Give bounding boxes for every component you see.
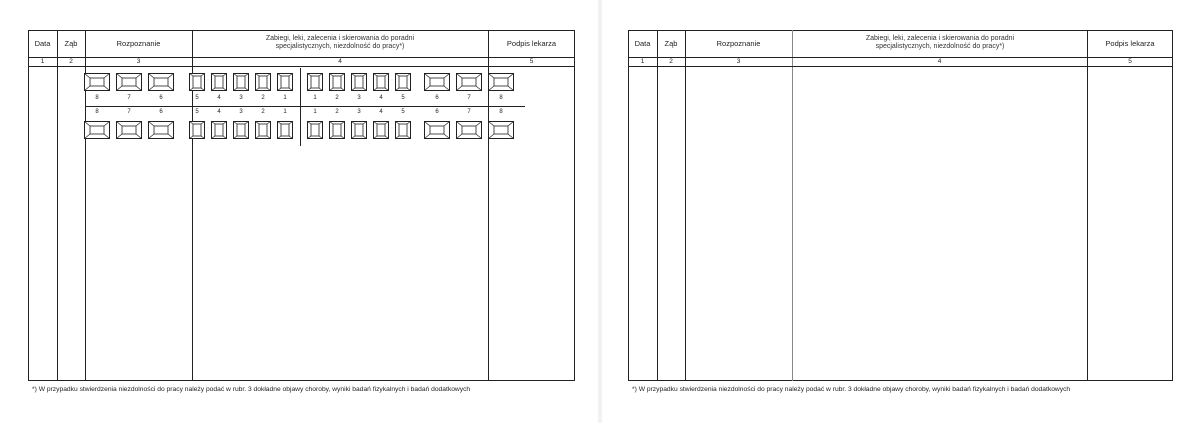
lower-tooth-11[interactable] bbox=[351, 121, 367, 139]
upper-tooth-label: 7 bbox=[467, 95, 471, 101]
right-header-diagnosis: Rozpoznanie bbox=[716, 39, 761, 48]
right-colnum-4: 4 bbox=[937, 58, 942, 65]
lower-tooth-14[interactable] bbox=[424, 121, 450, 139]
upper-tooth-16[interactable] bbox=[488, 73, 514, 91]
right-header-treatment: Zabiegi, leki, zalecenia i skierowania do poradni specjalistycznych, niezdolność do pracy*) bbox=[865, 35, 1015, 50]
upper-tooth-label: 1 bbox=[313, 95, 317, 101]
upper-tooth-8[interactable] bbox=[277, 73, 293, 91]
upper-tooth-14[interactable] bbox=[424, 73, 450, 91]
upper-tooth-9[interactable] bbox=[307, 73, 323, 91]
lower-tooth-label: 3 bbox=[357, 109, 361, 115]
lower-tooth-4[interactable] bbox=[189, 121, 205, 139]
lower-tooth-5[interactable] bbox=[211, 121, 227, 139]
right-colnum-2: 2 bbox=[669, 58, 673, 65]
upper-tooth-label: 2 bbox=[335, 95, 339, 101]
left-footnote: *) W przypadku stwierdzenia niezdolności do pracy należy podać w rubr. 3 dokładne objawy choroby, wyniki badań fizykalnych i badań dodatkowych bbox=[32, 386, 471, 393]
upper-tooth-label: 8 bbox=[95, 95, 99, 101]
upper-tooth-label: 5 bbox=[401, 95, 405, 101]
right-header-line bbox=[628, 66, 1173, 67]
upper-tooth-label: 4 bbox=[379, 95, 383, 101]
left-colnum-4: 4 bbox=[338, 58, 342, 65]
left-header-tooth: Ząb bbox=[64, 39, 78, 48]
right-table-frame bbox=[628, 30, 1173, 381]
right-colnum-3: 3 bbox=[736, 58, 741, 65]
right-header-signature: Podpis lekarza bbox=[1105, 39, 1155, 48]
lower-tooth-1[interactable] bbox=[84, 121, 110, 139]
lower-tooth-label: 5 bbox=[401, 109, 405, 115]
lower-tooth-9[interactable] bbox=[307, 121, 323, 139]
lower-tooth-label: 8 bbox=[95, 109, 99, 115]
right-col-line bbox=[792, 30, 793, 381]
lower-tooth-10[interactable] bbox=[329, 121, 345, 139]
left-sheet bbox=[0, 0, 598, 423]
upper-tooth-6[interactable] bbox=[233, 73, 249, 91]
lower-tooth-label: 7 bbox=[467, 109, 471, 115]
lower-tooth-label: 2 bbox=[261, 109, 265, 115]
lower-tooth-13[interactable] bbox=[395, 121, 411, 139]
upper-tooth-label: 5 bbox=[195, 95, 199, 101]
right-colnum-1: 1 bbox=[640, 58, 645, 65]
right-colnum-5: 5 bbox=[1128, 58, 1132, 65]
lower-tooth-2[interactable] bbox=[116, 121, 142, 139]
upper-tooth-label: 3 bbox=[357, 95, 361, 101]
upper-tooth-5[interactable] bbox=[211, 73, 227, 91]
upper-tooth-10[interactable] bbox=[329, 73, 345, 91]
lower-tooth-12[interactable] bbox=[373, 121, 389, 139]
left-header-date: Data bbox=[34, 39, 51, 48]
tooth-chart bbox=[0, 0, 598, 160]
lower-tooth-15[interactable] bbox=[456, 121, 482, 139]
upper-tooth-label: 6 bbox=[435, 95, 439, 101]
upper-tooth-label: 2 bbox=[261, 95, 265, 101]
lower-tooth-6[interactable] bbox=[233, 121, 249, 139]
left-colnum-2: 2 bbox=[69, 58, 73, 65]
right-header-tooth: Ząb bbox=[664, 39, 678, 48]
upper-tooth-label: 7 bbox=[127, 95, 131, 101]
lower-tooth-7[interactable] bbox=[255, 121, 271, 139]
lower-tooth-label: 8 bbox=[499, 109, 503, 115]
lower-tooth-label: 4 bbox=[217, 109, 221, 115]
left-colnum-1: 1 bbox=[40, 58, 45, 65]
lower-tooth-label: 7 bbox=[127, 109, 131, 115]
lower-tooth-label: 5 bbox=[195, 109, 199, 115]
upper-tooth-11[interactable] bbox=[351, 73, 367, 91]
left-colnum-5: 5 bbox=[529, 58, 534, 65]
right-col-line bbox=[657, 30, 658, 381]
tooth-chart-midline bbox=[300, 68, 301, 146]
left-header-diagnosis: Rozpoznanie bbox=[116, 39, 161, 48]
lower-tooth-label: 6 bbox=[159, 109, 163, 115]
upper-tooth-label: 1 bbox=[283, 95, 287, 101]
right-header-date: Data bbox=[634, 39, 651, 48]
upper-tooth-12[interactable] bbox=[373, 73, 389, 91]
upper-tooth-1[interactable] bbox=[84, 73, 110, 91]
right-footnote: *) W przypadku stwierdzenia niezdolności do pracy należy podać w rubr. 3 dokładne objawy choroby, wyniki badań fizykalnych i badań dodatkowych bbox=[632, 386, 1071, 393]
lower-tooth-label: 6 bbox=[435, 109, 439, 115]
left-colnum-3: 3 bbox=[136, 58, 141, 65]
upper-tooth-15[interactable] bbox=[456, 73, 482, 91]
tooth-chart-horizontal-axis bbox=[85, 106, 525, 107]
lower-tooth-label: 3 bbox=[239, 109, 243, 115]
upper-tooth-label: 4 bbox=[217, 95, 221, 101]
upper-tooth-4[interactable] bbox=[189, 73, 205, 91]
upper-tooth-label: 6 bbox=[159, 95, 163, 101]
upper-tooth-label: 3 bbox=[239, 95, 243, 101]
right-col-line bbox=[685, 30, 686, 381]
lower-tooth-16[interactable] bbox=[488, 121, 514, 139]
lower-tooth-label: 1 bbox=[313, 109, 317, 115]
upper-tooth-3[interactable] bbox=[148, 73, 174, 91]
left-header-signature: Podpis lekarza bbox=[506, 39, 557, 48]
upper-tooth-7[interactable] bbox=[255, 73, 271, 91]
right-col-line bbox=[1087, 30, 1088, 381]
lower-tooth-label: 1 bbox=[283, 109, 287, 115]
lower-tooth-8[interactable] bbox=[277, 121, 293, 139]
upper-tooth-2[interactable] bbox=[116, 73, 142, 91]
upper-tooth-13[interactable] bbox=[395, 73, 411, 91]
lower-tooth-label: 2 bbox=[335, 109, 339, 115]
lower-tooth-3[interactable] bbox=[148, 121, 174, 139]
lower-tooth-label: 4 bbox=[379, 109, 383, 115]
left-header-treatment: Zabiegi, leki, zalecenia i skierowania do poradni specjalistycznych, niezdolność do pracy*) bbox=[265, 35, 415, 50]
right-sheet bbox=[602, 0, 1200, 423]
upper-tooth-label: 8 bbox=[499, 95, 503, 101]
